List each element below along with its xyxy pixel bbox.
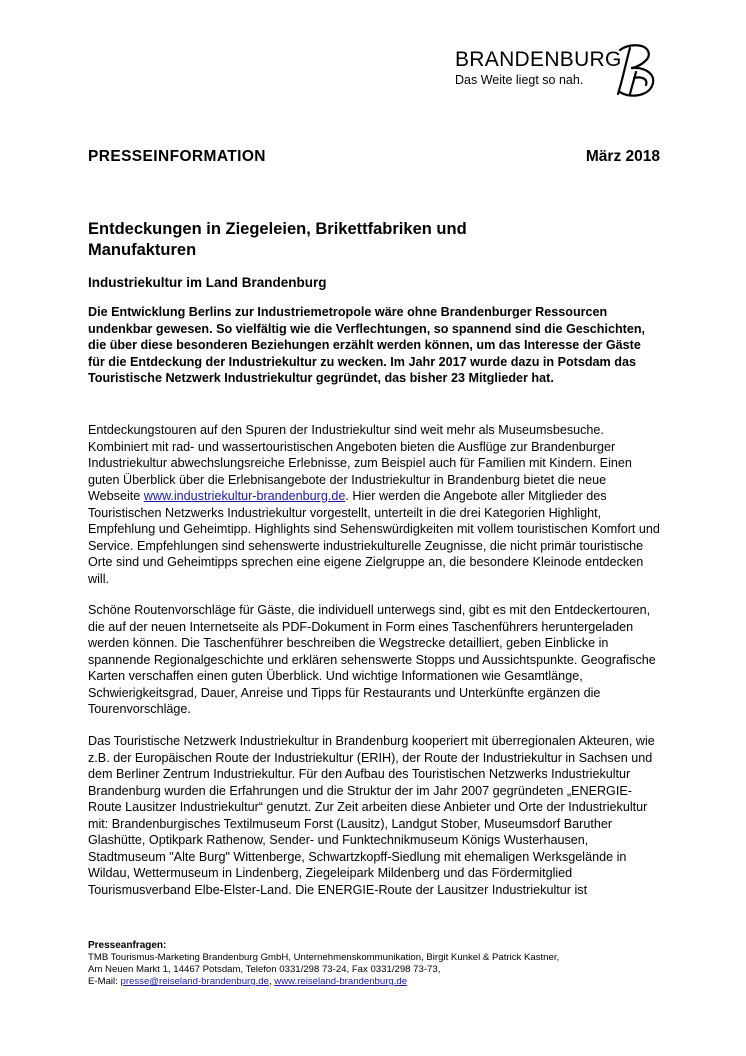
article-paragraph-3: Das Touristische Netzwerk Industriekultur in Brandenburg kooperiert mit überregionalen Akteuren, wie z.B. der Europäischen Route der Industriekultur (ERIH), der Route der Industriekultur in Sachsen und dem Berliner Zentrum Industriekultur. Für den Aufbau des Touristischen Netzwerks Industriekultur Brandenburg wurden die Erfahrungen und die Struktur der im Jahr 2007 gegründeten „ENERGIE-Route Lausitzer Industriekultur“ genutzt. Zur Zeit arbeiten diese Anbieter und Orte der Industriekultur mit: Brandenburgisches Textilmuseum Forst (Lausitz), Landgut Stober, Museumsdorf Baruther Glashütte, Optikpark Rathenow, Sender- und Funktechnikmuseum Königs Wusterhausen, Stadtmuseum "Alte Burg" Wittenberge, Schwartzkopff-Siedlung mit ehemaligen Werksgelände in Wildau, Wettermuseum in Lindenberg, Ziegeleipark Mildenberg und das Fördermitglied Tourismusverband Elbe-Elster-Land. Die ENERGIE-Route der Lausitzer Industriekultur ist xyxy=(88,734,655,897)
article-subheadline: Industriekultur im Land Brandenburg xyxy=(88,275,327,290)
press-contact-line-3 xyxy=(88,976,668,988)
press-contact-heading: Presseanfragen: xyxy=(88,940,167,951)
press-contact-block xyxy=(88,940,668,988)
press-email-link[interactable]: presse@reiseland-brandenburg.de xyxy=(120,976,269,987)
brandenburg-b-logo-icon xyxy=(610,42,660,100)
industriekultur-website-link[interactable]: www.industriekultur-brandenburg.de xyxy=(143,489,346,503)
press-info-header xyxy=(88,148,660,168)
contact-separator: , xyxy=(268,976,275,987)
paragraph-1-text-start: Entdeckungstouren auf den Spuren der Industriekultur sind weit mehr als Museumsbesuche. Kombiniert mit rad- und wassertouristischen Angeboten bieten die Ausflüge zur Brandenburger Industriekultur abwechslungsreiche Erlebnisse, zum Beispiel auch für Familien mit Kindern. Einen guten Überblick über die Erlebnisangebote der Industriekultur in Brandenburg bietet die neue Webseite xyxy=(88,423,632,503)
press-info-label: PRESSEINFORMATION xyxy=(88,148,266,165)
article-paragraph-1 xyxy=(88,422,660,587)
logo-text xyxy=(455,48,622,88)
press-contact-line-2: Am Neuen Markt 1, 14467 Potsdam, Telefon 0331/298 73-24, Fax 0331/298 73-73, xyxy=(88,964,441,975)
article-headline: Entdeckungen in Ziegeleien, Brikettfabriken und Manufakturen xyxy=(88,220,467,259)
article-lead-paragraph: Die Entwicklung Berlins zur Industriemetropole wäre ohne Brandenburger Ressourcen undenkbar gewesen. So vielfältig wie die Verflechtungen, so spannend sind die Geschichten, die über diese besonderen Beziehungen erzählt werden können, um das Interesse der Gäste für die Entdeckung der Industriekultur zu wecken. Im Jahr 2017 wurde dazu in Potsdam das Touristische Netzwerk Industriekultur gegründet, das bisher 23 Mitglieder hat. xyxy=(88,305,646,386)
press-contact-line-1: TMB Tourismus-Marketing Brandenburg GmbH, Unternehmenskommunikation, Birgit Kunkel & Patrick Kastner, xyxy=(88,952,560,963)
logo-name: BRANDENBURG xyxy=(455,48,622,71)
brandenburg-logo xyxy=(455,42,670,100)
reiseland-website-link[interactable]: www.reiseland-brandenburg.de xyxy=(274,976,408,987)
logo-slogan: Das Weite liegt so nah. xyxy=(455,73,584,87)
email-prefix: E-Mail: xyxy=(88,976,121,987)
press-info-date: März 2018 xyxy=(585,148,660,165)
article-paragraph-2: Schöne Routenvorschläge für Gäste, die individuell unterwegs sind, gibt es mit den Entdeckertouren, die auf der neuen Internetseite als PDF-Dokument in Form eines Taschenführers heruntergeladen werden können. Die Taschenführer beschreiben die Wegstrecke detailliert, geben Einblicke in spannende Regionalgeschichte und erklären sehenswerte Stopps und Aussichtspunkte. Geografische Karten verschaffen einen guten Überblick. Und wichtige Informationen wie Gesamtlänge, Schwierigkeitsgrad, Dauer, Anreise und Tipps für Restaurants und Unterkünfte ergänzen die Tourenvorschläge. xyxy=(88,603,656,716)
paragraph-1-text-end: . Hier werden die Angebote aller Mitglieder des Touristischen Netzwerks Industriekultur vorgestellt, unterteilt in die drei Kategorien Highlight, Empfehlung und Geheimtipp. Highlights sind Sehenswürdigkeiten mit vollem touristischen Komfort und Service. Empfehlungen sind sehenswerte industriekulturelle Zeugnisse, die nicht primär touristische Orte sind und Geheimtipps sprechen eine eigene Zielgruppe an, die besondere Kleinode entdecken will. xyxy=(88,489,660,586)
